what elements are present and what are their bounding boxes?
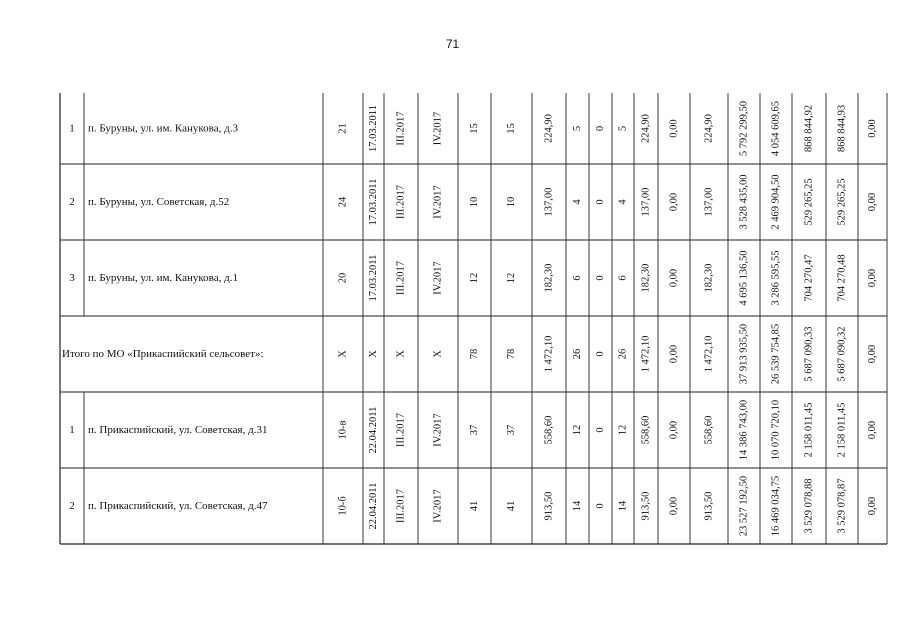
value-cell: 15: [469, 123, 480, 134]
value-cell: 14: [572, 500, 583, 512]
value-cell: III.2017: [395, 412, 407, 448]
row-number: 1: [69, 424, 75, 436]
value-cell: 26: [617, 348, 629, 360]
value-cell: 0,00: [668, 344, 680, 364]
total-caption: Итого по МО «Прикаспийский сельсовет»:: [62, 348, 264, 360]
value-cell: X: [395, 350, 407, 358]
value-cell: 913,50: [703, 491, 715, 521]
value-cell: 558,60: [543, 415, 555, 445]
address-cell: п. Буруны, ул. им. Канукова, д.3: [88, 122, 238, 135]
value-cell: 913,50: [543, 491, 555, 521]
value-cell: 16 469 034,75: [770, 475, 782, 537]
value-cell: IV.2017: [432, 413, 444, 447]
value-cell: 182,30: [703, 263, 715, 293]
value-cell: 12: [617, 424, 629, 436]
value-cell: 558,60: [703, 415, 715, 445]
value-cell: 1 472,10: [703, 335, 715, 373]
value-cell: 14: [617, 500, 629, 512]
value-cell: 137,00: [703, 187, 715, 217]
value-cell: 5: [572, 125, 583, 132]
row-number: 2: [69, 196, 75, 208]
value-cell: 10 070 720,10: [770, 399, 782, 461]
value-cell: 868 844,92: [803, 104, 815, 153]
value-cell: III.2017: [395, 488, 407, 524]
value-cell: 17.03.2011: [368, 178, 379, 226]
value-cell: 1 472,10: [640, 335, 652, 373]
row-number: 2: [69, 500, 75, 512]
address-cell: п. Буруны, ул. им. Канукова, д.1: [88, 272, 238, 284]
value-cell: 14 386 743,00: [738, 399, 750, 461]
table-cells: [62, 101, 878, 536]
value-cell: 12: [572, 424, 583, 436]
table-grid: [60, 93, 887, 544]
value-cell: 26 539 754,85: [770, 323, 782, 385]
value-cell: 4: [617, 199, 629, 205]
value-cell: 3 528 435,00: [738, 174, 750, 230]
value-cell: 3 529 078,87: [836, 478, 848, 534]
value-cell: 182,30: [543, 263, 555, 293]
value-cell: III.2017: [395, 260, 407, 296]
value-cell: IV.2017: [432, 111, 444, 146]
value-cell: 529 265,25: [803, 178, 815, 226]
value-cell: 0: [595, 275, 606, 281]
value-cell: 5 687 090,32: [836, 326, 848, 382]
value-cell: 0,00: [867, 420, 878, 440]
value-cell: 704 270,47: [803, 254, 815, 302]
row-number: 3: [69, 272, 75, 284]
value-cell: 224,90: [703, 114, 715, 143]
value-cell: 23 527 192,50: [738, 475, 750, 537]
value-cell: 22.04.2011: [368, 406, 379, 454]
value-cell: 0: [595, 125, 606, 132]
value-cell: 868 844,93: [836, 104, 848, 153]
value-cell: 6: [572, 275, 583, 281]
address-cell: п. Прикаспийский, ул. Советская, д.31: [88, 424, 268, 436]
value-cell: 0,00: [668, 119, 680, 138]
value-cell: 78: [469, 348, 480, 360]
value-cell: 0,00: [867, 119, 878, 138]
address-cell: п. Буруны, ул. Советская, д.52: [88, 196, 230, 208]
value-cell: 37: [469, 424, 480, 436]
value-cell: 0,00: [668, 496, 680, 516]
value-cell: 704 270,48: [836, 254, 848, 302]
value-cell: 913,50: [640, 491, 652, 521]
value-cell: 15: [506, 123, 517, 134]
value-cell: 21: [337, 123, 349, 134]
value-cell: 0,00: [668, 192, 680, 212]
value-cell: 4: [572, 199, 583, 205]
value-cell: 12: [469, 272, 480, 284]
value-cell: 0: [595, 351, 606, 357]
value-cell: 137,00: [640, 187, 652, 217]
value-cell: 41: [469, 500, 480, 512]
value-cell: 6: [617, 275, 629, 281]
value-cell: 37 913 935,50: [738, 323, 750, 385]
value-cell: 3 286 595,55: [770, 250, 782, 306]
value-cell: 10-б: [337, 496, 349, 516]
value-cell: 529 265,25: [836, 178, 848, 226]
value-cell: 2 469 904,50: [770, 174, 782, 230]
value-cell: 0: [595, 427, 606, 433]
value-cell: 10-в: [337, 420, 349, 440]
value-cell: III.2017: [395, 184, 407, 220]
value-cell: IV.2017: [432, 489, 444, 523]
value-cell: 41: [506, 500, 517, 512]
value-cell: IV.2017: [432, 261, 444, 295]
row-number: 1: [69, 122, 75, 135]
value-cell: 0,00: [867, 344, 878, 364]
value-cell: III.2017: [395, 111, 407, 146]
value-cell: 1 472,10: [543, 335, 555, 373]
value-cell: 17.03.2011: [368, 105, 379, 152]
value-cell: 0,00: [668, 420, 680, 440]
value-cell: 20: [337, 272, 349, 284]
value-cell: 0,00: [867, 496, 878, 516]
value-cell: 137,00: [543, 187, 555, 217]
value-cell: 0: [595, 503, 606, 509]
value-cell: 10: [506, 196, 517, 208]
value-cell: 26: [572, 348, 583, 360]
value-cell: X: [368, 350, 379, 358]
value-cell: 4 695 136,50: [738, 250, 750, 306]
value-cell: 224,90: [543, 114, 555, 143]
value-cell: 2 158 011,45: [803, 402, 815, 458]
value-cell: 0,00: [867, 192, 878, 212]
value-cell: 10: [469, 196, 480, 208]
value-cell: 4 054 609,65: [770, 100, 782, 157]
value-cell: 78: [506, 348, 517, 360]
value-cell: 24: [337, 196, 349, 208]
value-cell: X: [337, 350, 349, 358]
value-cell: IV.2017: [432, 185, 444, 219]
value-cell: 224,90: [640, 114, 652, 143]
value-cell: 5 792 299,50: [738, 100, 750, 157]
value-cell: 17.03.2011: [368, 254, 379, 302]
value-cell: 22.04.2011: [368, 482, 379, 530]
value-cell: 12: [506, 272, 517, 284]
page-number: 71: [445, 37, 460, 51]
value-cell: 2 158 011,45: [836, 402, 848, 458]
value-cell: 0,00: [668, 268, 680, 288]
value-cell: 558,60: [640, 415, 652, 445]
value-cell: 182,30: [640, 263, 652, 293]
value-cell: 0: [595, 199, 606, 205]
address-cell: п. Прикаспийский, ул. Советская, д.47: [88, 500, 268, 512]
value-cell: 5: [617, 125, 629, 132]
value-cell: 5 687 090,33: [803, 326, 815, 382]
value-cell: X: [432, 350, 444, 358]
value-cell: 0,00: [867, 268, 878, 288]
value-cell: 37: [506, 424, 517, 436]
value-cell: 3 529 078,88: [803, 478, 815, 534]
